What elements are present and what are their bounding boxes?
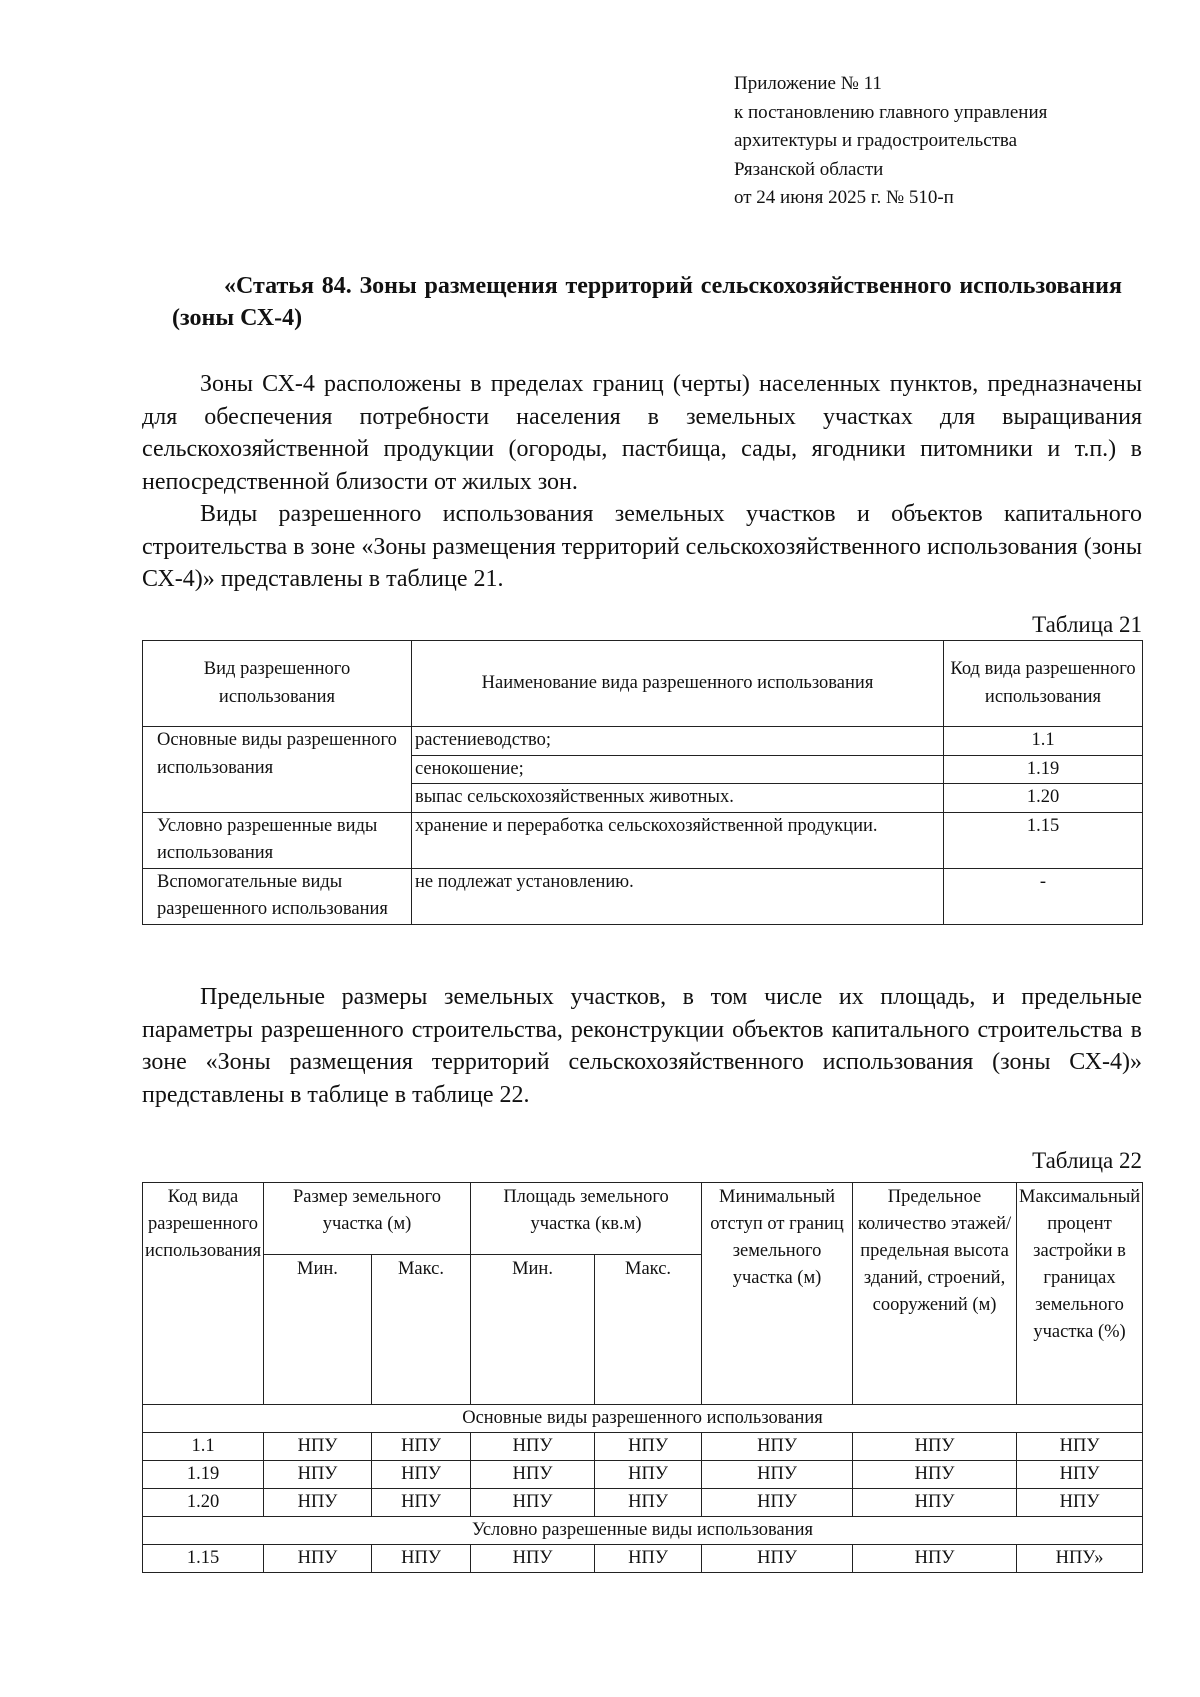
cell: НПУ	[595, 1489, 702, 1517]
cell: НПУ»	[1017, 1545, 1143, 1573]
cell: 1.15	[143, 1545, 264, 1573]
use-code: -	[944, 868, 1143, 924]
use-name: не подлежат установлению.	[412, 868, 944, 924]
header-kind: Вид разрешенного использования	[143, 641, 412, 727]
cell: НПУ	[372, 1461, 471, 1489]
cell: НПУ	[702, 1461, 853, 1489]
table-row	[143, 1489, 1143, 1517]
use-code: 1.15	[944, 812, 1143, 868]
cell: НПУ	[595, 1433, 702, 1461]
header-plot-area: Площадь земельного участка (кв.м)	[471, 1183, 702, 1255]
cell: НПУ	[264, 1545, 372, 1573]
cell: НПУ	[853, 1545, 1017, 1573]
use-code: 1.19	[944, 755, 1143, 784]
header-code: Код вида разрешенного использования	[944, 641, 1143, 727]
header-name: Наименование вида разрешенного использования	[412, 641, 944, 727]
cell: НПУ	[595, 1545, 702, 1573]
header-size-min: Мин.	[264, 1255, 372, 1405]
cell: НПУ	[264, 1433, 372, 1461]
header-size-max: Макс.	[372, 1255, 471, 1405]
table-row	[143, 1461, 1143, 1489]
article-heading: «Статья 84. Зоны размещения территорий сельскохозяйственного использования (зоны СХ-4)	[172, 273, 1122, 331]
appendix-line: от 24 июня 2025 г. № 510-п	[734, 187, 954, 208]
cell: НПУ	[264, 1489, 372, 1517]
section-conditional: Условно разрешенные виды использования	[143, 1517, 1143, 1545]
cell: НПУ	[702, 1545, 853, 1573]
cell: НПУ	[853, 1461, 1017, 1489]
appendix-line: Рязанской области	[734, 158, 884, 180]
appendix-block	[734, 70, 1154, 213]
cell: НПУ	[595, 1461, 702, 1489]
cell: НПУ	[853, 1489, 1017, 1517]
cell: НПУ	[1017, 1433, 1143, 1461]
use-name: сенокошение;	[412, 755, 944, 784]
cell: НПУ	[702, 1489, 853, 1517]
appendix-line: архитектуры и градостроительства	[734, 130, 1018, 151]
header-area-max: Макс.	[595, 1255, 702, 1405]
group-conditional: Условно разрешенные виды использования	[143, 812, 412, 868]
permitted-use-table	[142, 640, 1143, 925]
paragraph-table22-intro: Предельные размеры земельных участков, в том числе их площадь, и предельные параметры разрешенного строительства, реконструкции объектов капитального строительства в зоне «Зоны размещения территорий сельскохозяйственного использования (зоны СХ-4)» представлены в таблице в таблице 22.	[142, 984, 1142, 1108]
cell: НПУ	[1017, 1489, 1143, 1517]
paragraph-table21-intro: Виды разрешенного использования земельных участков и объектов капитального строительства в зоне «Зоны размещения территорий сельскохозяйственного использования (зоны СХ-4)» представлены в таблице 21.	[142, 501, 1143, 592]
use-name: растениеводство;	[412, 727, 944, 756]
table21-caption: Таблица 21	[1032, 612, 1142, 637]
paragraph-zone-description: Зоны СХ-4 расположены в пределах границ (черты) населенных пунктов, предназначены для обеспечения потребности населения в земельных участках для выращивания сельскохозяйственной продукции (огороды, пастбища, сады, ягодники питомники и т.п.) в непосредственной близости от жилых зон.	[142, 371, 1142, 495]
cell: НПУ	[372, 1433, 471, 1461]
cell: 1.19	[143, 1461, 264, 1489]
cell: НПУ	[471, 1545, 595, 1573]
appendix-line: Приложение № 11	[734, 73, 882, 94]
cell: НПУ	[471, 1461, 595, 1489]
use-name: выпас сельскохозяйственных животных.	[412, 784, 944, 813]
cell: НПУ	[372, 1545, 471, 1573]
header-code: Код вида разрешенного использования	[143, 1183, 264, 1405]
cell: НПУ	[471, 1433, 595, 1461]
table-row	[143, 1433, 1143, 1461]
cell: НПУ	[372, 1489, 471, 1517]
header-build-percent: Максимальный процент застройки в границах земельного участка (%)	[1017, 1183, 1143, 1405]
group-main: Основные виды разрешенного использования	[143, 727, 412, 813]
table-row	[143, 1545, 1143, 1573]
table22-caption: Таблица 22	[1032, 1148, 1142, 1173]
section-main: Основные виды разрешенного использования	[143, 1405, 1143, 1433]
header-floors-height: Предельное количество этажей/ предельная высота зданий, строений, сооружений (м)	[853, 1183, 1017, 1405]
appendix-line: к постановлению главного управления	[734, 101, 1048, 123]
cell: НПУ	[853, 1433, 1017, 1461]
cell: 1.1	[143, 1433, 264, 1461]
group-auxiliary: Вспомогательные виды разрешенного использования	[143, 868, 412, 924]
header-area-min: Мин.	[471, 1255, 595, 1405]
use-name: хранение и переработка сельскохозяйственной продукции.	[412, 812, 944, 868]
cell: НПУ	[471, 1489, 595, 1517]
use-code: 1.20	[944, 784, 1143, 813]
cell: НПУ	[1017, 1461, 1143, 1489]
header-plot-size: Размер земельного участка (м)	[264, 1183, 471, 1255]
header-setback: Минимальный отступ от границ земельного участка (м)	[702, 1183, 853, 1405]
cell: НПУ	[264, 1461, 372, 1489]
limit-parameters-table	[142, 1182, 1143, 1573]
cell: НПУ	[702, 1433, 853, 1461]
use-code: 1.1	[944, 727, 1143, 756]
cell: 1.20	[143, 1489, 264, 1517]
